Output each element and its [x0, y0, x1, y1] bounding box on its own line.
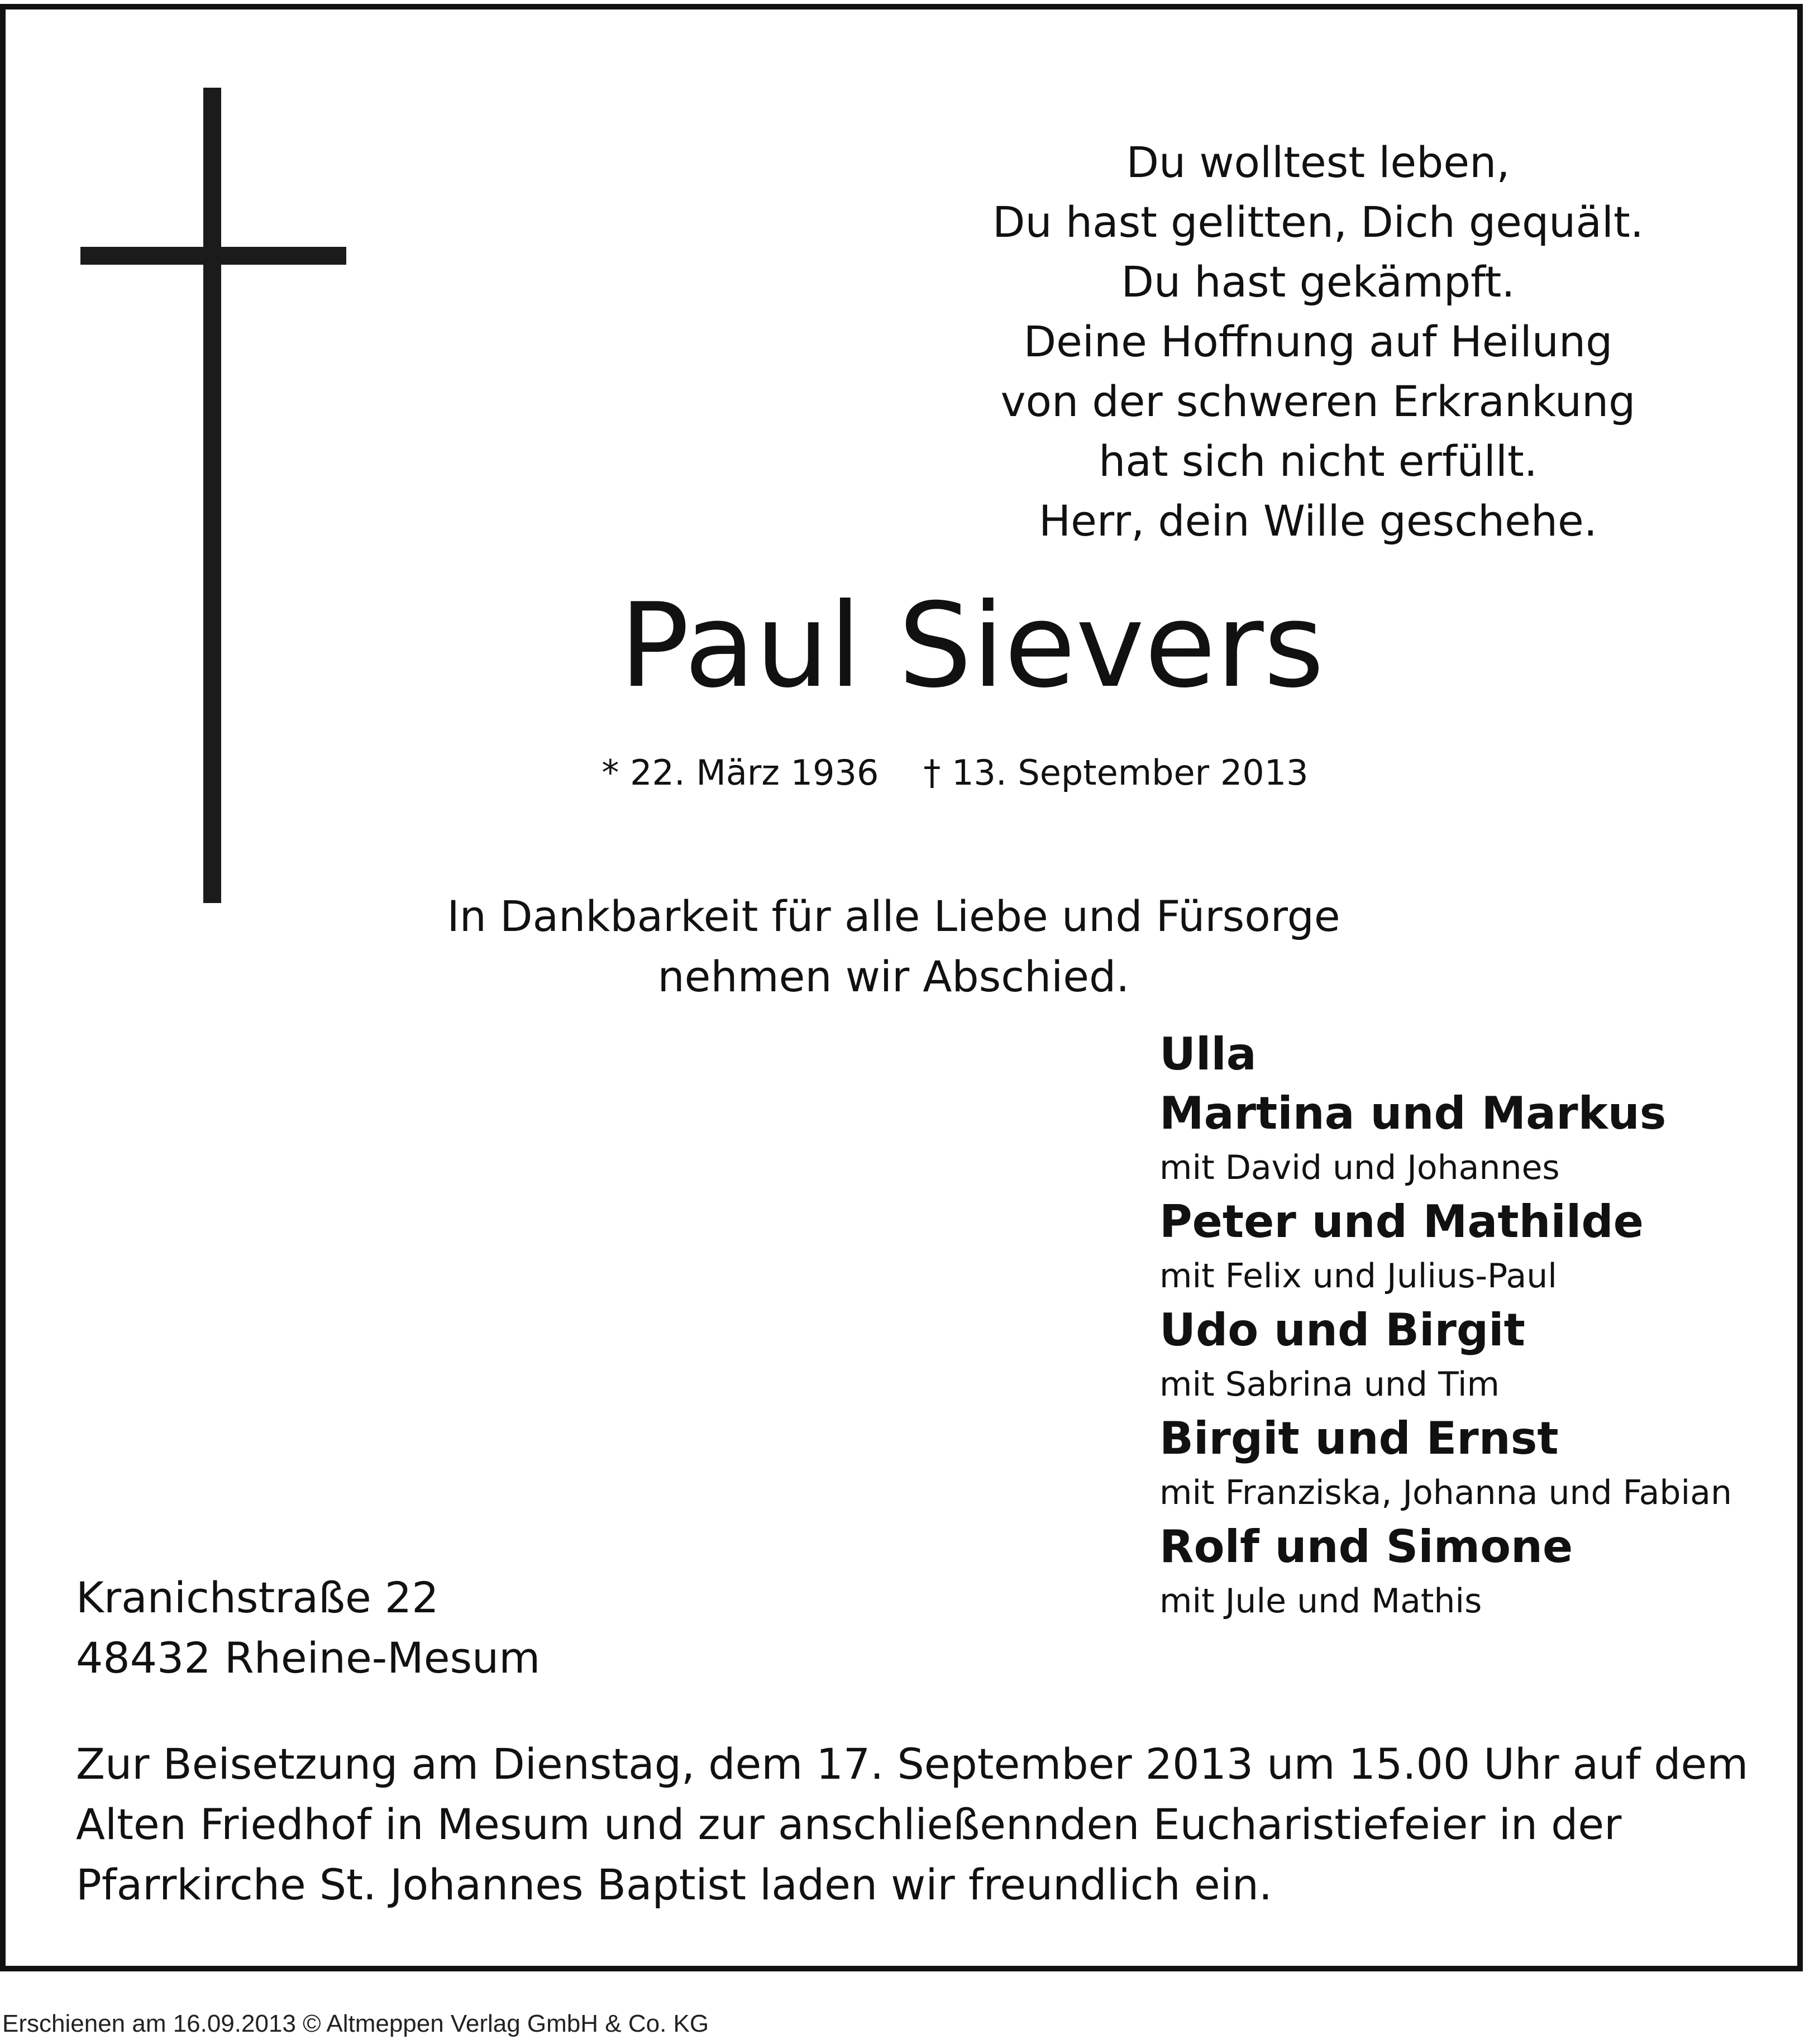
- mourners-list: [1159, 1025, 1796, 1626]
- poem-line: Du hast gelitten, Dich gequält.: [992, 197, 1644, 247]
- address: [76, 1568, 634, 1688]
- mourner-name: Udo und Birgit: [1159, 1304, 1525, 1356]
- death-date: † 13. September 2013: [923, 752, 1309, 793]
- publication-footer: Erschienen am 16.09.2013 © Altmeppen Verlag GmbH & Co. KG: [2, 2010, 709, 2037]
- address-street: Kranichstraße 22: [76, 1573, 439, 1622]
- address-city: 48432 Rheine-Mesum: [76, 1633, 541, 1683]
- funeral-notice: [76, 1734, 1763, 1915]
- mourner-name: Ulla: [1159, 1028, 1257, 1080]
- poem: [922, 132, 1715, 551]
- farewell-text: [363, 886, 1424, 1007]
- poem-line: Deine Hoffnung auf Heilung: [1023, 317, 1613, 366]
- cross-icon-bar: [80, 247, 346, 265]
- obituary-frame: [0, 4, 1803, 1971]
- poem-line: Du hast gekämpft.: [1121, 257, 1515, 307]
- mourner-name: Martina und Markus: [1159, 1087, 1667, 1139]
- mourner-name: Birgit und Ernst: [1159, 1412, 1559, 1464]
- mourner-name: Rolf und Simone: [1159, 1521, 1573, 1573]
- mourner-children: mit Felix und Julius-Paul: [1159, 1257, 1557, 1296]
- farewell-line: nehmen wir Abschied.: [657, 952, 1130, 1001]
- life-dates: [564, 748, 1346, 798]
- funeral-line: Alten Friedhof in Mesum und zur anschließennden Eucharistiefeier in der: [76, 1799, 1622, 1849]
- birth-date: * 22. März 1936: [602, 752, 879, 793]
- mourner-name: Peter und Mathilde: [1159, 1196, 1644, 1248]
- deceased-name: Paul Sievers: [619, 579, 1324, 714]
- mourner-children: mit David und Johannes: [1159, 1148, 1560, 1187]
- poem-line: von der schweren Erkrankung: [1000, 376, 1636, 426]
- mourner-children: mit Sabrina und Tim: [1159, 1365, 1500, 1404]
- funeral-line: Pfarrkirche St. Johannes Baptist laden wir freundlich ein.: [76, 1860, 1273, 1909]
- poem-line: Du wolltest leben,: [1126, 137, 1510, 187]
- mourner-children: mit Franziska, Johanna und Fabian: [1159, 1473, 1732, 1512]
- poem-line: hat sich nicht erfüllt.: [1099, 436, 1538, 486]
- mourner-children: mit Jule und Mathis: [1159, 1582, 1482, 1621]
- funeral-line: Zur Beisetzung am Dienstag, dem 17. September 2013 um 15.00 Uhr auf dem: [76, 1739, 1749, 1789]
- cross-icon: [203, 88, 221, 903]
- poem-line: Herr, dein Wille geschehe.: [1039, 496, 1597, 546]
- farewell-line: In Dankbarkeit für alle Liebe und Fürsorge: [447, 891, 1340, 941]
